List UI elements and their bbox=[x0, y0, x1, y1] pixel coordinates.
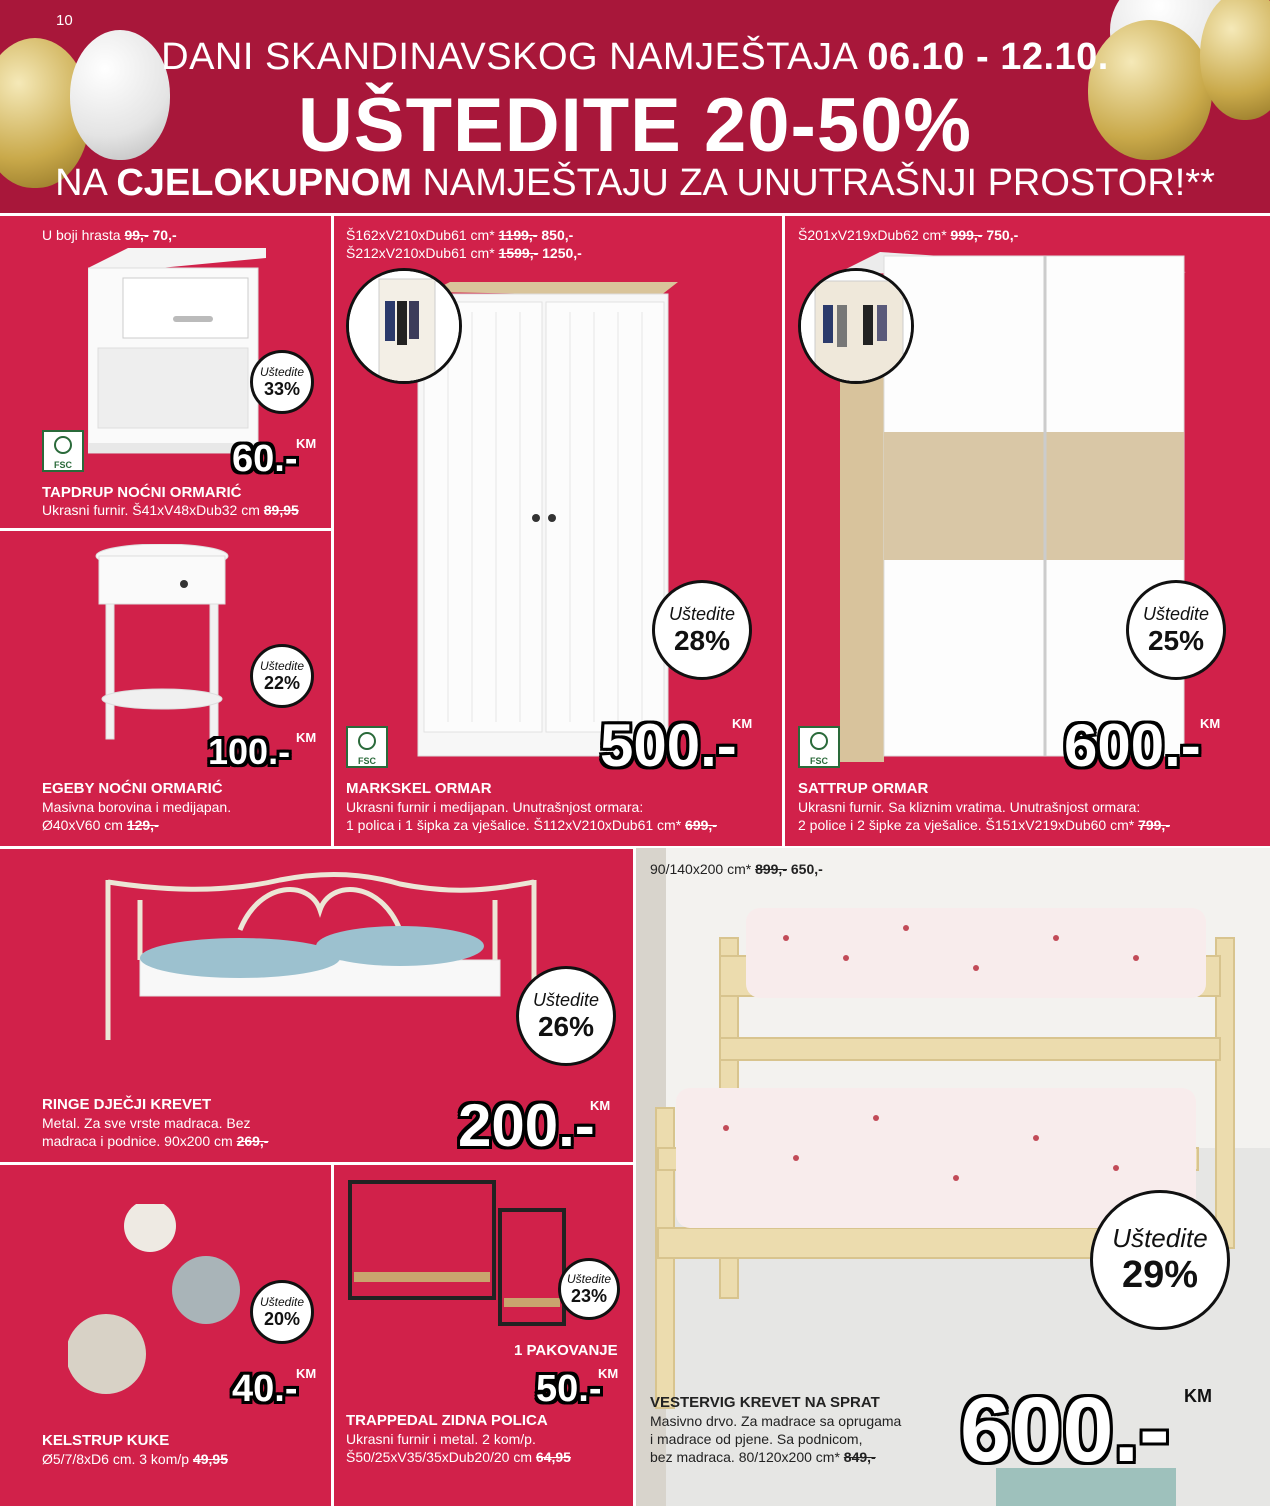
savings-bubble: Uštedite 33% bbox=[250, 350, 314, 414]
product-name: TRAPPEDAL ZIDNA POLICA bbox=[346, 1412, 548, 1429]
price: 200.- bbox=[458, 1092, 595, 1159]
product-description: Ukrasni furnir i metal. 2 kom/p. Š50/25xV35/35xDub20/20 cm 64,95 bbox=[346, 1431, 571, 1465]
product-name: TAPDRUP NOĆNI ORMARIĆ bbox=[42, 484, 242, 501]
price: 50.- bbox=[536, 1368, 602, 1410]
currency-label: KM bbox=[296, 730, 317, 745]
product-name: MARKSKEL ORMAR bbox=[346, 780, 492, 797]
product-name: SATTRUP ORMAR bbox=[798, 780, 929, 797]
wardrobe-interior-thumbnail bbox=[346, 268, 462, 384]
product-name: VESTERVIG KREVET NA SPRAT bbox=[650, 1394, 880, 1411]
savings-bubble: Uštedite 20% bbox=[250, 1280, 314, 1344]
round-nightstand-image bbox=[94, 544, 234, 744]
variant-price-line: U boji hrasta 99,- 70,- bbox=[42, 227, 177, 243]
price: 60.- bbox=[232, 438, 298, 480]
header-headline: UŠTEDITE 20-50% bbox=[298, 83, 972, 168]
header-event-title: DANI SKANDINAVSKOG NAMJEŠTAJA 06.10 - 12.10. bbox=[161, 36, 1109, 78]
savings-bubble: Uštedite 23% bbox=[558, 1258, 620, 1320]
currency-label: KM bbox=[1184, 1386, 1212, 1406]
nightstand-image bbox=[88, 248, 268, 458]
header-subline: NA CJELOKUPNOM NAMJEŠTAJU ZA UNUTRAŠNJI PROSTOR!** bbox=[55, 162, 1215, 204]
savings-bubble: Uštedite 28% bbox=[652, 580, 752, 680]
product-description: Masivna borovina i medijapan. Ø40xV60 cm 129,- bbox=[42, 799, 232, 833]
divider bbox=[0, 213, 1270, 216]
variant-price-line: Š212xV210xDub61 cm* 1599,- 1250,- bbox=[346, 245, 582, 261]
price: 600.- bbox=[960, 1379, 1170, 1481]
savings-bubble: Uštedite 22% bbox=[250, 644, 314, 708]
currency-label: KM bbox=[598, 1366, 619, 1381]
promo-header bbox=[0, 0, 1270, 213]
currency-label: KM bbox=[296, 1366, 317, 1381]
product-description: Ukrasni furnir. Š41xV48xDub32 cm 89,95 bbox=[42, 502, 299, 518]
divider bbox=[331, 216, 334, 846]
product-name: KELSTRUP KUKE bbox=[42, 1432, 170, 1449]
wall-hooks-image bbox=[68, 1204, 258, 1404]
divider bbox=[331, 1165, 334, 1506]
savings-bubble: Uštedite 29% bbox=[1090, 1190, 1230, 1330]
divider bbox=[0, 528, 331, 531]
pack-label: 1 PAKOVANJE bbox=[514, 1342, 618, 1359]
divider bbox=[0, 1162, 633, 1165]
product-description: Metal. Za sve vrste madraca. Bez madraca i podnice. 90x200 cm 269,- bbox=[42, 1115, 269, 1149]
wall-shelf-image bbox=[346, 1178, 576, 1328]
product-description: Masivno drvo. Za madrace sa oprugama i madrace od pjene. Sa podnicom, bez madraca. 80/120x200 cm* 849,- bbox=[650, 1413, 902, 1465]
product-name: EGEBY NOĆNI ORMARIĆ bbox=[42, 780, 223, 797]
savings-bubble: Uštedite 25% bbox=[1126, 580, 1226, 680]
price: 500.- bbox=[600, 712, 737, 779]
product-name: RINGE DJEČJI KREVET bbox=[42, 1096, 212, 1113]
product-description: Ø5/7/8xD6 cm. 3 kom/p 49,95 bbox=[42, 1451, 228, 1467]
daybed-image bbox=[100, 870, 540, 1050]
currency-label: KM bbox=[296, 436, 317, 451]
page-number: 10 bbox=[56, 12, 73, 29]
divider bbox=[782, 216, 785, 846]
price: 40.- bbox=[232, 1368, 298, 1410]
variant-price-line: Š201xV219xDub62 cm* 999,- 750,- bbox=[798, 227, 1019, 243]
fsc-logo: FSC bbox=[798, 726, 840, 768]
wardrobe-interior-thumbnail bbox=[798, 268, 914, 384]
currency-label: KM bbox=[1200, 716, 1221, 731]
variant-price-line: 90/140x200 cm* 899,- 650,- bbox=[650, 861, 823, 877]
variant-price-line: Š162xV210xDub61 cm* 1199,- 850,- bbox=[346, 227, 574, 243]
product-description: Ukrasni furnir. Sa kliznim vratima. Unutrašnjost ormara: 2 police i 2 šipke za vješalice. Š151xV219xDub60 cm* 799,- bbox=[798, 799, 1170, 833]
price: 600.- bbox=[1064, 712, 1201, 779]
savings-bubble: Uštedite 26% bbox=[516, 966, 616, 1066]
fsc-logo: FSC bbox=[346, 726, 388, 768]
currency-label: KM bbox=[590, 1098, 611, 1113]
currency-label: KM bbox=[732, 716, 753, 731]
price: 100.- bbox=[208, 731, 291, 772]
product-description: Ukrasni furnir i medijapan. Unutrašnjost ormara: 1 polica i 1 šipka za vješalice. Š112xV210xDub61 cm* 699,- bbox=[346, 799, 717, 833]
fsc-logo: FSC bbox=[42, 430, 84, 472]
